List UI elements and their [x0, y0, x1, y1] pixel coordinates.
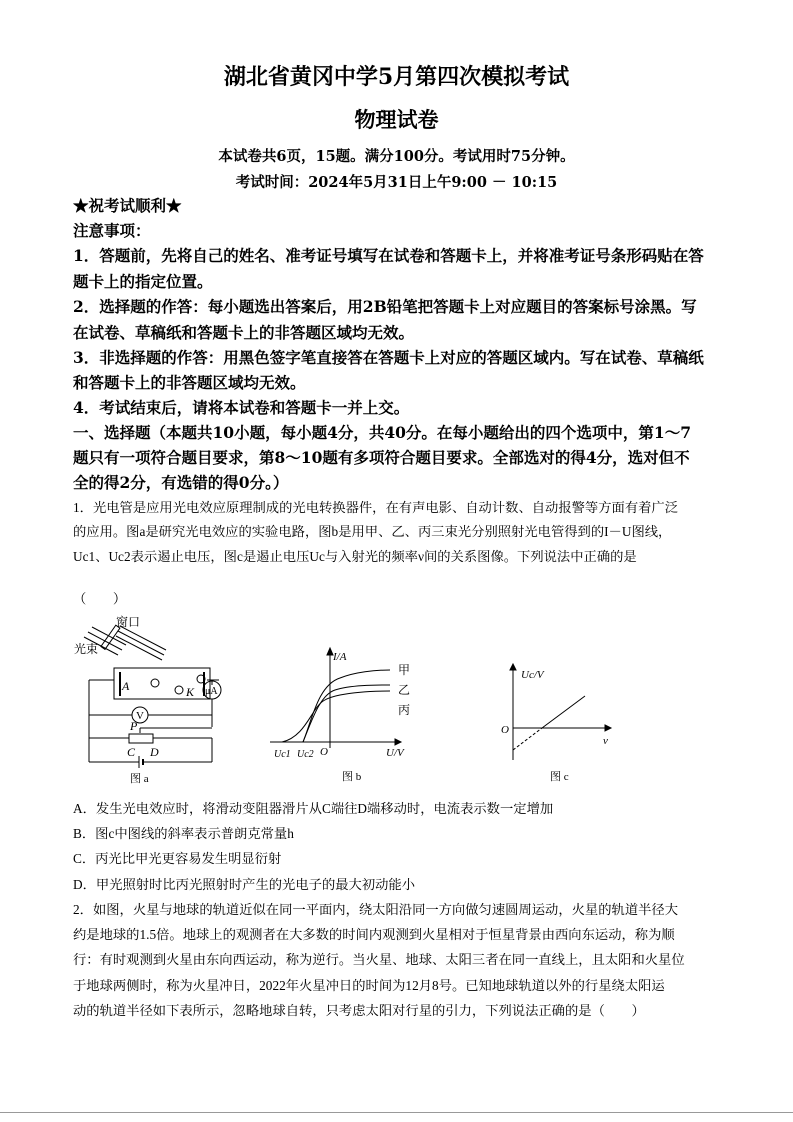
- curve-bing-label: 丙: [398, 703, 411, 717]
- q1-stem: 1．光电管是应用光电效应原理制成的光电转换器件，在有声电影、自动计数、自动报警等方面有着广泛: [73, 500, 679, 515]
- q1-option-b: B．图c中图线的斜率表示普朗克常量h: [73, 826, 294, 841]
- origin-label: O: [501, 724, 509, 736]
- section-heading: 题只有一项符合题目要求，第8～10题有多项符合题目要求。全部选对的得4分，选对但不: [73, 448, 690, 467]
- q2-stem: 约是地球的1.5倍。地球上的观测者在大多数的时间内观测到火星相对于恒星背景由西向东运动，称为顺: [73, 927, 675, 942]
- end-c-label: C: [127, 745, 136, 759]
- q1-answer-blank: （ ）: [73, 591, 127, 606]
- x-axis-label: U/V: [386, 747, 404, 759]
- q1-stem: 的应用。图a是研究光电效应的实验电路，图b是用甲、乙、丙三束光分别照射光电管得到的I－U图线，: [73, 524, 672, 539]
- curve-yi-label: 乙: [398, 683, 411, 697]
- q2-stem: 2．如图，火星与地球的轨道近似在同一平面内，绕太阳沿同一方向做匀速圆周运动，火星的轨道半径大: [73, 902, 679, 917]
- note-line: 1．答题前，先将自己的姓名、准考证号填写在试卷和答题卡上，并将准考证号条形码贴在答: [73, 246, 704, 265]
- q1-option-d: D．甲光照射时比丙光照射时产生的光电子的最大初动能小: [73, 877, 416, 892]
- q1-option-c: C．丙光比甲光更容易发生明显衍射: [73, 851, 282, 866]
- anode-label: A: [122, 679, 130, 693]
- section-heading: 全的得2分，有选错的得0分。）: [73, 473, 289, 492]
- end-d-label: D: [150, 745, 159, 759]
- q1-option-a: A．发生光电效应时，将滑动变阻器滑片从C端往D端移动时，电流表示数一定增加: [73, 801, 554, 816]
- figure-c-uc-v-graph: [495, 660, 625, 790]
- figure-b-caption: 图 b: [342, 771, 362, 783]
- slider-p-label: P: [130, 719, 138, 733]
- note-line: 和答题卡上的非答题区域均无效。: [73, 373, 306, 392]
- note-line: 题卡上的指定位置。: [73, 272, 213, 291]
- q2-stem: 于地球两侧时，称为火星冲日，2022年火星冲日的时间为12月8号。已知地球轨道以外的行星绕太阳运: [73, 978, 665, 993]
- note-line: 2．选择题的作答：每小题选出答案后，用2B铅笔把答题卡上对应题目的答案标号涂黑。写: [73, 297, 697, 316]
- exam-title: 湖北省黄冈中学5月第四次模拟考试: [223, 64, 570, 90]
- window-label: 窗口: [116, 615, 141, 629]
- beam-label: 光束: [74, 642, 99, 656]
- page-bottom-divider: [0, 1112, 793, 1113]
- origin-label: O: [320, 746, 328, 758]
- voltmeter-label: V: [136, 710, 144, 722]
- wish-text: ★祝考试顺利★: [73, 196, 182, 215]
- figure-a-circuit: [72, 610, 222, 790]
- note-line: 3．非选择题的作答：用黑色签字笔直接答在答题卡上对应的答题区域内。写在试卷、草稿纸: [73, 348, 704, 367]
- y-axis-label: I/A: [333, 651, 347, 663]
- exam-subtitle: 物理试卷: [354, 107, 439, 132]
- q2-stem: 行：有时观测到火星由东向西运动，称为逆行。当火星、地球、太阳三者在同一直线上，且太阳和火星位: [73, 952, 685, 967]
- figure-a-caption: 图 a: [130, 773, 149, 785]
- microammeter-label: μA: [205, 686, 218, 697]
- uc1-label: Uc1: [274, 749, 291, 760]
- exam-info: 本试卷共6页，15题。满分100分。考试用时75分钟。: [218, 148, 575, 165]
- note-line: 4．考试结束后，请将本试卷和答题卡一并上交。: [73, 398, 410, 417]
- x-axis-label: ν: [603, 735, 608, 747]
- curve-jia-label: 甲: [398, 663, 411, 677]
- note-line: 在试卷、草稿纸和答题卡上的非答题区域均无效。: [73, 323, 415, 342]
- figure-b-iu-graph: [260, 640, 420, 790]
- q1-stem: Uc1、Uc2表示遏止电压，图c是遏止电压Uc与入射光的频率ν间的关系图像。下列说法中正确的是: [73, 549, 637, 564]
- cathode-label: K: [186, 685, 195, 699]
- q2-stem: 动的轨道半径如下表所示，忽略地球自转，只考虑太阳对行星的引力，下列说法正确的是（ ）: [73, 1003, 645, 1018]
- y-axis-label: Uc/V: [521, 669, 544, 681]
- section-heading: 一、选择题（本题共10小题，每小题4分，共40分。在每小题给出的四个选项中，第1～7: [73, 423, 691, 442]
- uc2-label: Uc2: [297, 749, 314, 760]
- notes-heading: 注意事项：: [73, 221, 151, 240]
- figure-c-caption: 图 c: [550, 771, 569, 783]
- exam-time: 考试时间：2024年5月31日上午9:00 － 10:15: [235, 174, 558, 191]
